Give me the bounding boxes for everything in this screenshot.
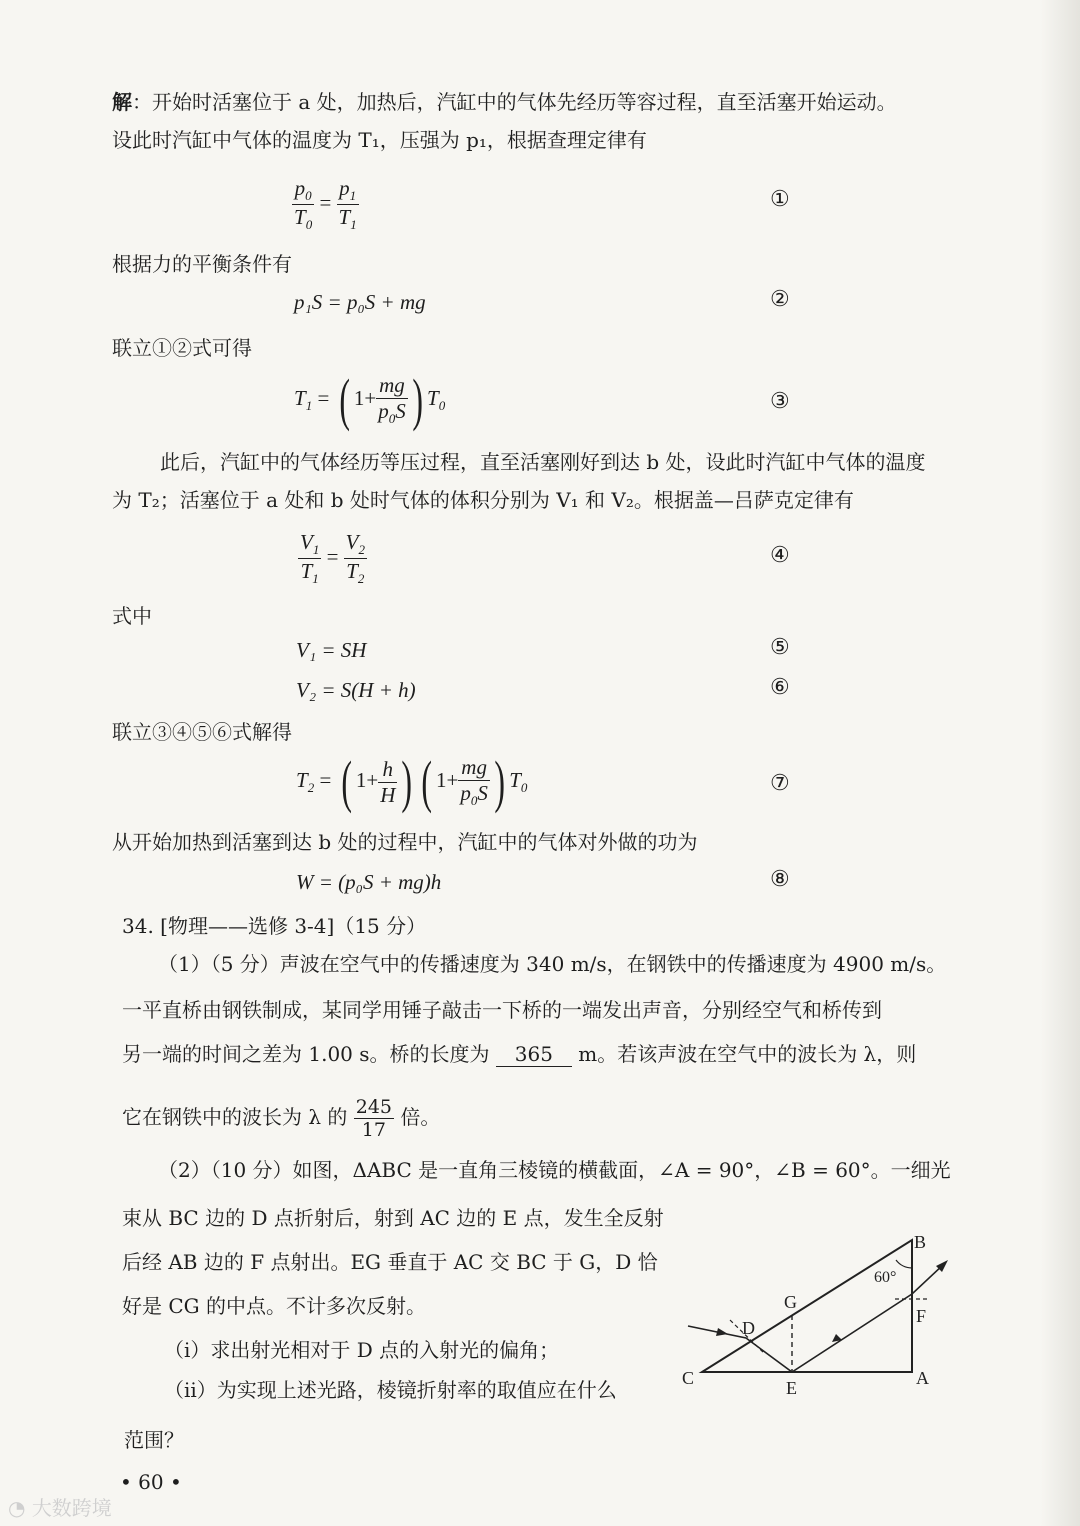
label-e: E — [786, 1378, 797, 1398]
prism-figure — [670, 1222, 960, 1402]
q34-part1-line-4-b: 倍。 — [400, 1105, 441, 1129]
triangle-abc — [702, 1240, 912, 1372]
solution-line-9: 从开始加热到活塞到达 b 处的过程中，汽缸中的气体对外做的功为 — [112, 830, 698, 854]
watermark — [8, 1492, 112, 1521]
equation-8: W = (p₀S + mg)h — [296, 870, 442, 894]
label-angle-60: 60° — [874, 1269, 897, 1286]
watermark-logo-icon: ◔ — [8, 1496, 26, 1520]
q34-part1-line-3 — [122, 1040, 916, 1068]
label-f: F — [916, 1306, 927, 1326]
q34-part2-line-1: （2）（10 分）如图，ΔABC 是一直角三棱镜的横截面，∠A = 90°，∠B = 60°。一细光 — [158, 1158, 951, 1182]
equation-6: V₂ = S(H + h) — [296, 678, 416, 702]
watermark-text: 大数跨境 — [31, 1496, 112, 1520]
answer-length-blank: 365 — [496, 1042, 572, 1067]
question-34-title: 34. [物理——选修 3-4]（15 分） — [122, 914, 427, 938]
q34-part2-end: 范围？ — [124, 1428, 184, 1452]
fraction-numerator: 245 — [355, 1096, 393, 1118]
page-number: • 60 • — [120, 1470, 182, 1494]
equation-3-number: ③ — [770, 389, 790, 414]
label-b: B — [914, 1232, 927, 1252]
q34-part1-line-4 — [122, 1096, 440, 1141]
fraction-denominator: 17 — [361, 1119, 386, 1141]
solution-line-2: 设此时汽缸中气体的温度为 T₁，压强为 p₁，根据查理定律有 — [112, 128, 647, 152]
q34-part1-line-3-b: m。若该声波在空气中的波长为 λ，则 — [578, 1042, 917, 1066]
equation-7-number: ⑦ — [770, 771, 790, 796]
page-edge-shadow — [1040, 0, 1080, 1526]
solution-line-6: 为 T₂；活塞位于 a 处和 b 处时气体的体积分别为 V₁ 和 V₂。根据盖—吕萨克定律有 — [112, 488, 854, 512]
equation-1-number: ① — [770, 187, 790, 212]
equation-5: V₁ = SH — [296, 638, 367, 662]
label-g: G — [784, 1292, 797, 1312]
equation-1: $\frac{p_0}{T_0}$ = $\frac{p_1}{T_1}$ — [294, 176, 357, 233]
equation-4: $\frac{V_1}{T_1}$ = $\frac{V_2}{T_2}$ — [300, 530, 365, 587]
solution-line-4: 联立①②式可得 — [112, 336, 252, 360]
q34-part1-line-3-a: 另一端的时间之差为 1.00 s。桥的长度为 — [122, 1042, 490, 1066]
label-a: A — [916, 1368, 929, 1388]
equation-5-number: ⑤ — [770, 635, 790, 660]
q34-part1-line-2: 一平直桥由钢铁制成，某同学用锤子敲击一下桥的一端发出声音，分别经空气和桥传到 — [122, 998, 882, 1022]
q34-part2-line-2: 束从 BC 边的 D 点折射后，射到 AC 边的 E 点，发生全反射 — [122, 1206, 664, 1230]
equation-6-number: ⑥ — [770, 675, 790, 700]
equation-2-number: ② — [770, 287, 790, 312]
solution-line-8: 联立③④⑤⑥式解得 — [112, 720, 292, 744]
equation-8-number: ⑧ — [770, 867, 790, 892]
answer-ratio-fraction — [354, 1096, 394, 1141]
equation-4-number: ④ — [770, 543, 790, 568]
solution-line-1-text: ：开始时活塞位于 a 处，加热后，汽缸中的气体先经历等容过程，直至活塞开始运动。 — [132, 90, 897, 114]
q34-part2-line-3: 后经 AB 边的 F 点射出。EG 垂直于 AC 交 BC 于 G，D 恰 — [122, 1250, 658, 1274]
ray-arrow-in — [716, 1328, 728, 1336]
q34-part1-line-1: （1）（5 分）声波在空气中的传播速度为 340 m/s，在钢铁中的传播速度为 4900 m/s。 — [158, 952, 947, 976]
equation-3: $T_1$ = ( 1+ $\frac{mg}{p_0S}$ ) $T_0$ — [294, 367, 446, 432]
label-d: D — [742, 1318, 755, 1338]
equation-7: $T_2$ = ( 1+ $\frac{h}{H}$ ) ( 1+ $\frac{mg}{p_0S}$ ) $T_0$ — [296, 749, 528, 814]
label-c: C — [682, 1368, 695, 1388]
q34-part2-sub-ii: （ii）为实现上述光路，棱镜折射率的取值应在什么 — [164, 1378, 617, 1402]
solution-line-7: 式中 — [112, 604, 152, 628]
q34-part2-sub-i: （i）求出射光相对于 D 点的入射光的偏角； — [164, 1338, 560, 1362]
q34-part2-line-4: 好是 CG 的中点。不计多次反射。 — [122, 1294, 426, 1318]
solution-line-5: 此后，汽缸中的气体经历等压过程，直至活塞刚好到达 b 处，设此时汽缸中气体的温度 — [160, 450, 926, 474]
q34-part1-line-4-a: 它在钢铁中的波长为 λ 的 — [122, 1105, 348, 1129]
angle-arc — [896, 1260, 912, 1268]
equation-2: p₁S = p₀S + mg — [294, 290, 426, 314]
solution-line-3: 根据力的平衡条件有 — [112, 252, 292, 276]
solution-label: 解 — [112, 90, 132, 114]
solution-line-1 — [112, 88, 897, 116]
